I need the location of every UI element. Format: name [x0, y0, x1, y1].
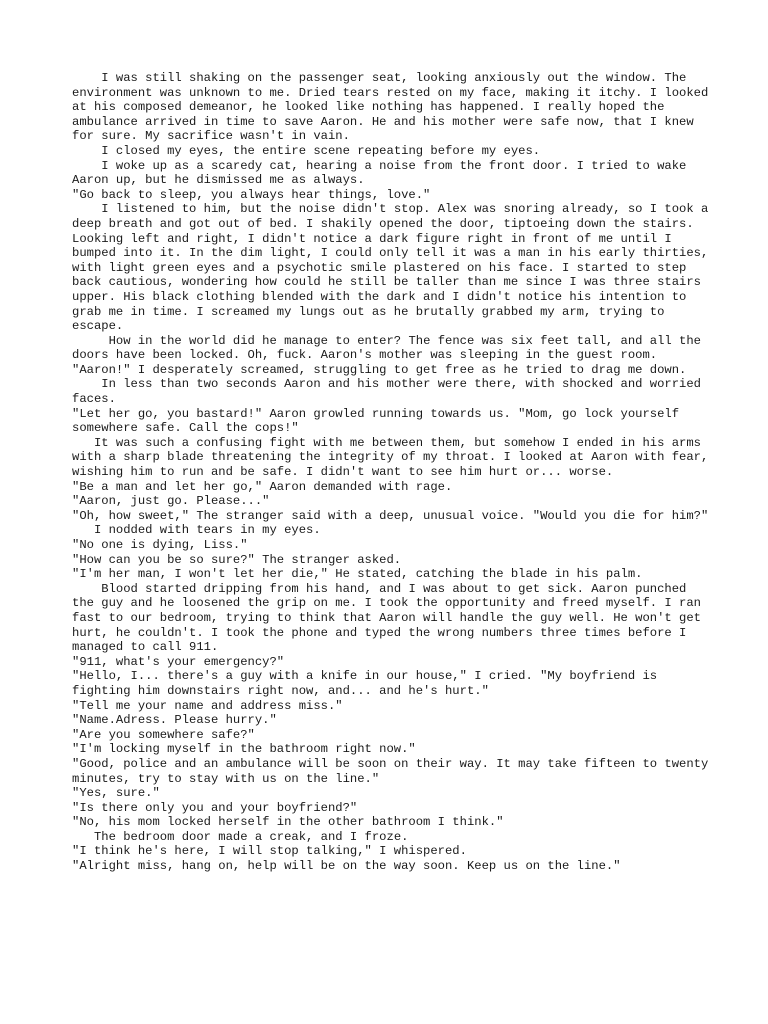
- dialogue-line: "Are you somewhere safe?": [72, 727, 255, 742]
- dialogue-line: "911, what's your emergency?": [72, 654, 285, 669]
- paragraph: It was such a confusing fight with me between them, but somehow I ended in his arms with a sharp blade threatening the integrity of my throat. I looked at Aaron with fear, wishing him to run and be safe. I didn't want to see him hurt or... worse.: [72, 435, 716, 480]
- paragraph: I was still shaking on the passenger seat, looking anxiously out the window. The environment was unknown to me. Dried tears rested on my face, making it itchy. I looked at his composed demeanor, he looked like nothing has happened. I really hoped the ambulance arrived in time to save Aaron. He and his mother were safe now, that I knew for sure. My sacrifice wasn't in vain.: [72, 71, 716, 144]
- paragraph: I nodded with tears in my eyes.: [72, 523, 321, 538]
- story-text: [72, 71, 716, 874]
- dialogue-line: "Be a man and let her go," Aaron demanded with rage.: [72, 479, 453, 494]
- paragraph: I listened to him, but the noise didn't stop. Alex was snoring already, so I took a deep breath and got out of bed. I shakily opened the door, tiptoeing down the stairs. Looking left and right, I didn't notice a dark figure right in front of me until I bumped into it. In the dim light, I could only tell it was a man in his early thirties, with light green eyes and a psychotic smile plastered on his face. I started to step back cautious, wondering how could he still be taller than me since I was three stairs upper. His black clothing blended with the dark and I didn't notice his intention to grab me in time. I screamed my lungs out as he brutally grabbed my arm, trying to escape.: [72, 202, 716, 334]
- dialogue-line: "Hello, I... there's a guy with a knife in our house," I cried. "My boyfriend is fighting him downstairs right now, and... and he's hurt.": [72, 669, 665, 698]
- paragraph: I woke up as a scaredy cat, hearing a noise from the front door. I tried to wake Aaron up, but he dismissed me as always.: [72, 158, 694, 188]
- dialogue-line: "Aaron!" I desperately screamed, struggling to get free as he tried to drag me down.: [72, 362, 687, 377]
- dialogue-line: "Good, police and an ambulance will be soon on their way. It may take fifteen to twenty minutes, try to stay with us on the line.": [72, 756, 716, 786]
- dialogue-line: "Is there only you and your boyfriend?": [72, 800, 358, 815]
- dialogue-line: "Aaron, just go. Please...": [72, 494, 270, 509]
- dialogue-line: "Yes, sure.": [72, 786, 160, 801]
- dialogue-line: "I'm her man, I won't let her die," He stated, catching the blade in his palm.: [72, 567, 643, 582]
- dialogue-line: "I'm locking myself in the bathroom right now.": [72, 742, 416, 757]
- dialogue-line: "How can you be so sure?" The stranger asked.: [72, 552, 402, 567]
- dialogue-line: "No, his mom locked herself in the other bathroom I think.": [72, 815, 504, 830]
- paragraph: The bedroom door made a creak, and I froze.: [72, 829, 409, 844]
- paragraph: I closed my eyes, the entire scene repeating before my eyes.: [72, 143, 541, 158]
- dialogue-line: "I think he's here, I will stop talking," I whispered.: [72, 844, 467, 859]
- dialogue-line: "Go back to sleep, you always hear things, love.": [72, 187, 431, 202]
- dialogue-line: "Name.Adress. Please hurry.": [72, 713, 277, 728]
- dialogue-line: "Tell me your name and address miss.": [72, 698, 343, 713]
- dialogue-line: "Alright miss, hang on, help will be on the way soon. Keep us on the line.": [72, 859, 621, 874]
- dialogue-line: "Let her go, you bastard!" Aaron growled running towards us. "Mom, go lock yourself somewhere safe. Call the cops!": [72, 406, 687, 436]
- paragraph: How in the world did he manage to enter? The fence was six feet tall, and all the doors have been locked. Oh, fuck. Aaron's mother was sleeping in the guest room.: [72, 333, 709, 363]
- paragraph: In less than two seconds Aaron and his mother were there, with shocked and worried faces.: [72, 377, 709, 407]
- paragraph: Blood started dripping from his hand, and I was about to get sick. Aaron punched the guy and he loosened the grip on me. I took the opportunity and freed myself. I ran fast to our bedroom, trying to think that Aaron will handle the guy well. He won't get hurt, he couldn't. I took the phone and typed the wrong numbers three times before I managed to call 911.: [72, 581, 709, 655]
- dialogue-line: "Oh, how sweet," The stranger said with a deep, unusual voice. "Would you die for him?": [72, 508, 709, 523]
- dialogue-line: "No one is dying, Liss.": [72, 538, 248, 552]
